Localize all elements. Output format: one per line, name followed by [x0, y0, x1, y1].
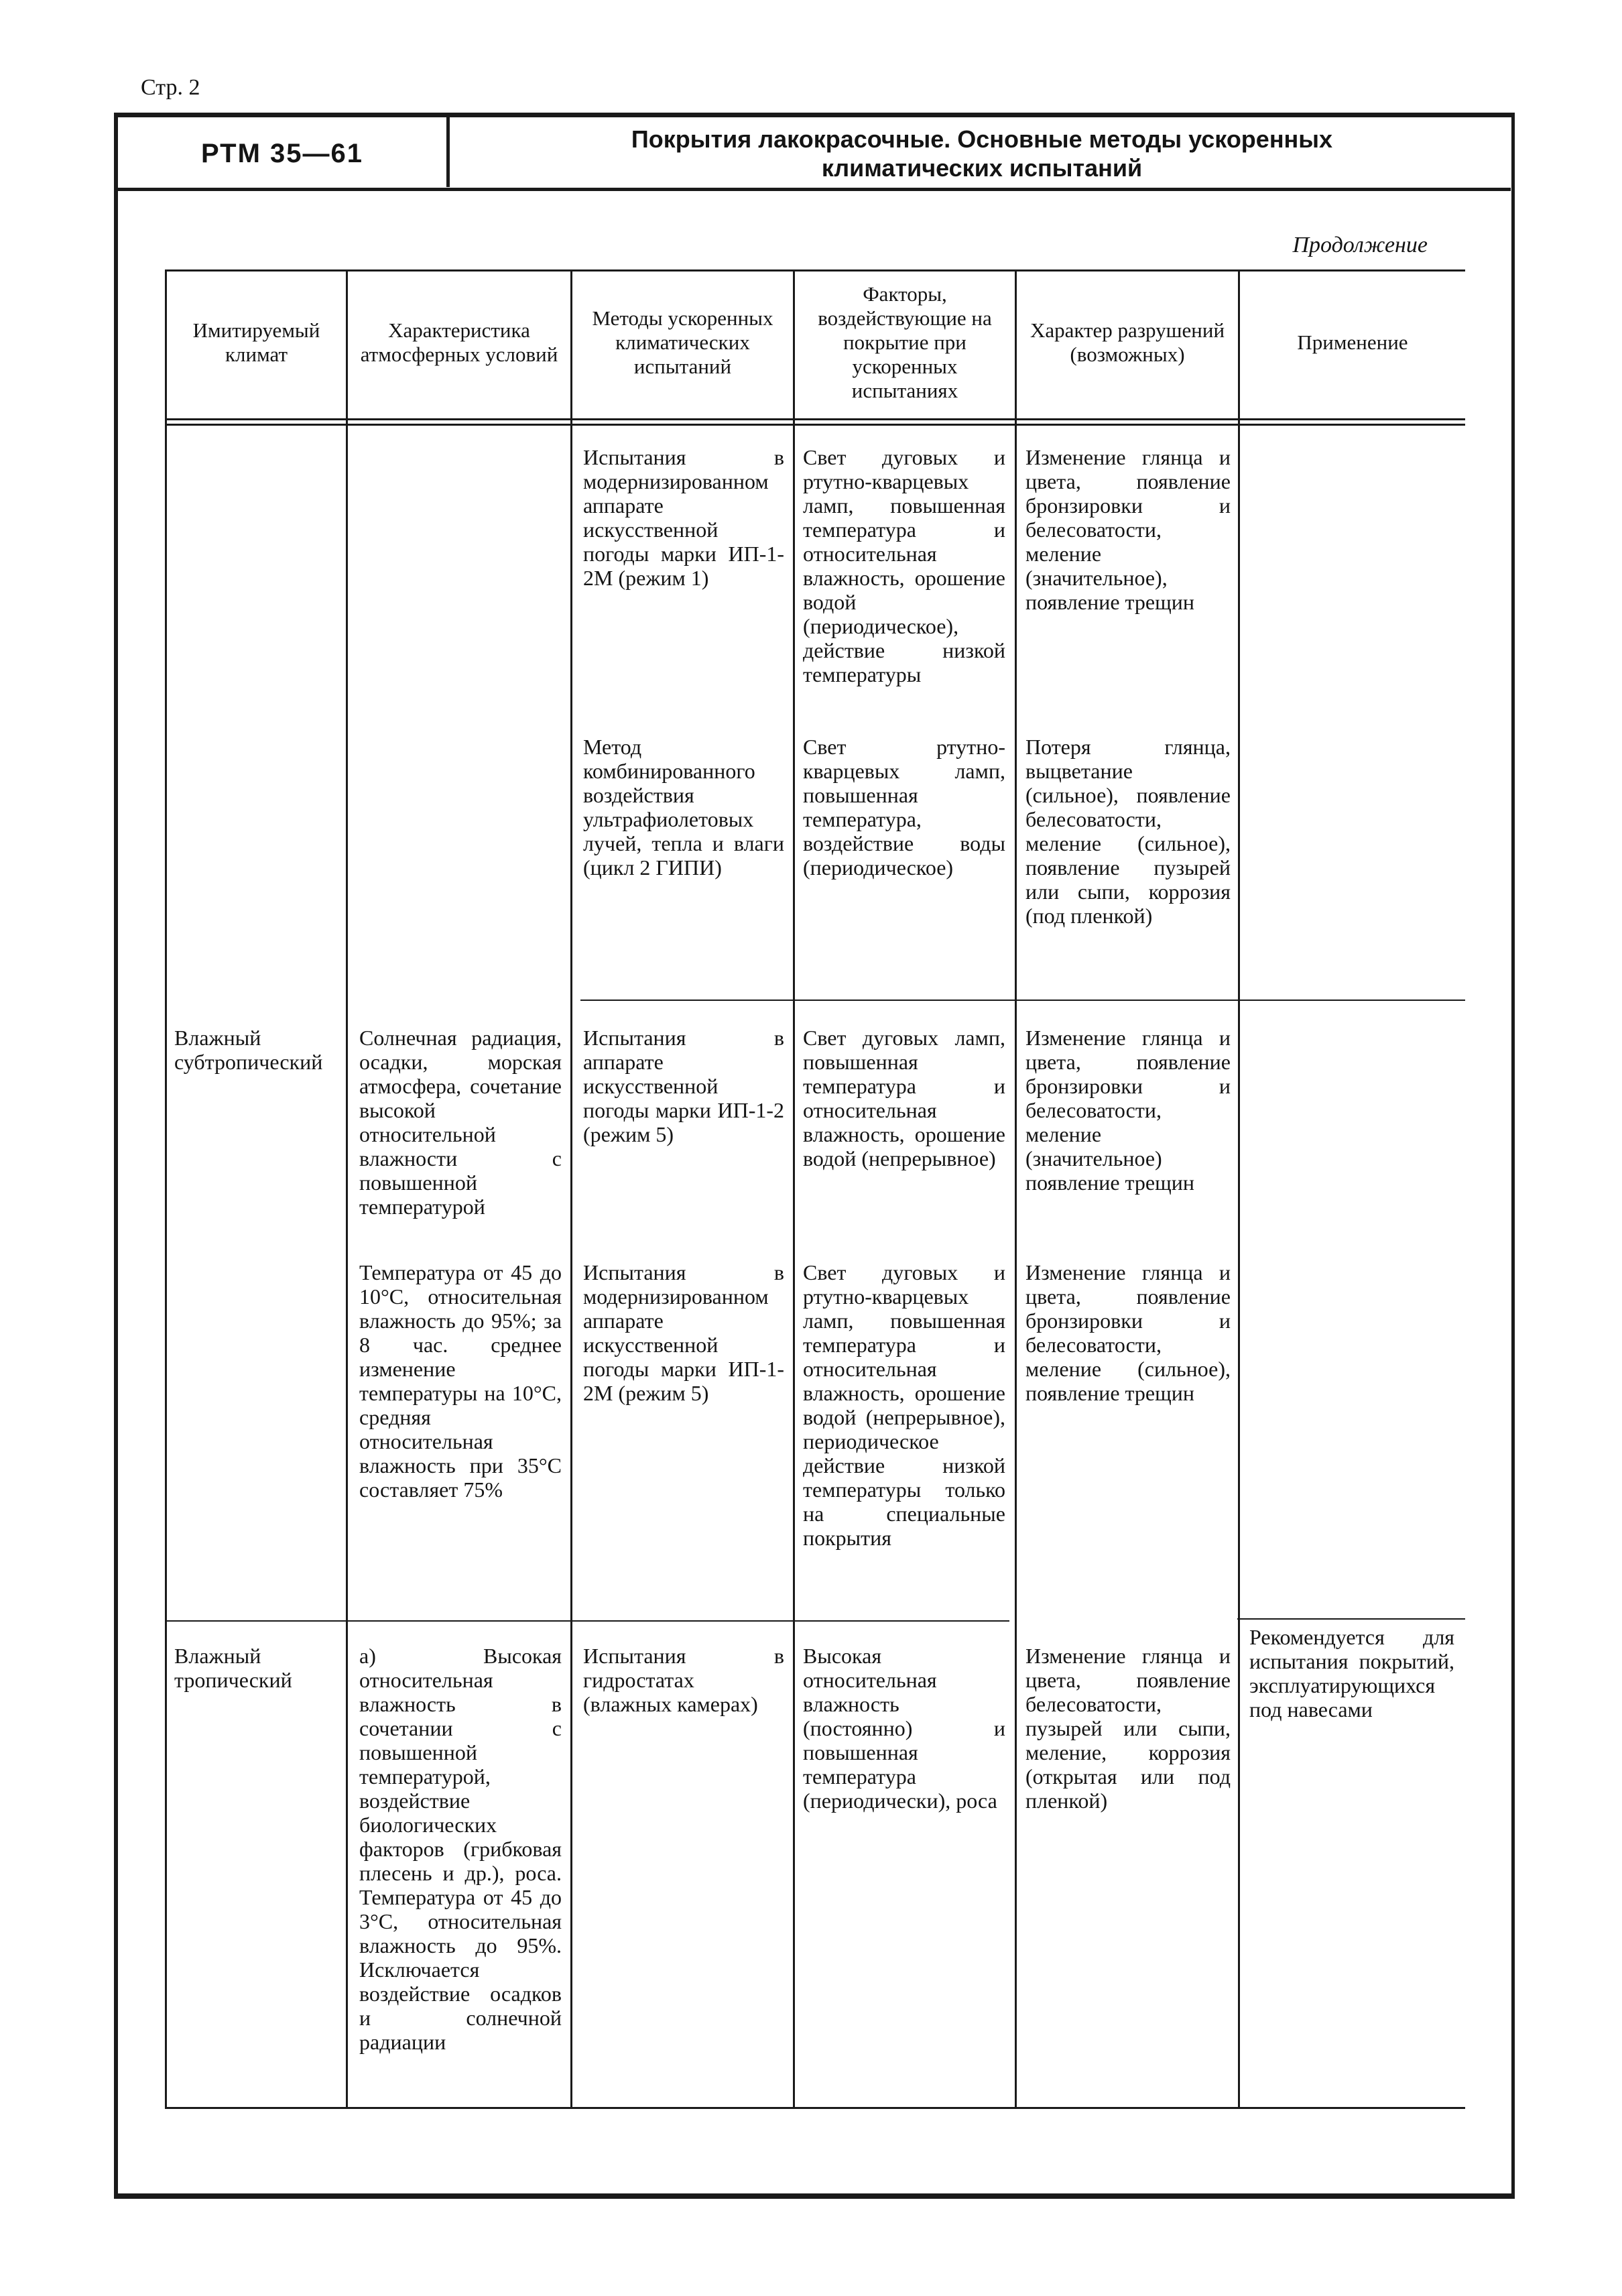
column-rule: [1015, 269, 1017, 2109]
table-cell-method: Испытания в модернизированном аппарате искусственной погоды марки ИП-1-2М (режим 1): [583, 445, 784, 590]
table-cell-method: Испытания в модернизированном аппарате искусственной погоды марки ИП-1-2М (режим 5): [583, 1260, 784, 1405]
table-cell-climate: Влажный субтропический: [174, 1026, 323, 1074]
table-cell-damage: Изменение глянца и цвета, появление белесоватости, пузырей или сыпи, меление, коррозия (открытая или под пленкой): [1025, 1644, 1231, 1813]
column-header-climate: Имитируемый климат: [192, 318, 320, 366]
header-bottom-rule: [165, 418, 1465, 420]
page-number: Стр. 2: [141, 75, 200, 100]
table-cell-application: Рекомендуется для испытания покрытий, эксплуатирующихся под навесами: [1249, 1625, 1454, 1721]
table-cell-factors: Свет дуговых ламп, повышенная температура и относительная влажность, орошение водой (непрерывное): [803, 1026, 1005, 1170]
table-cell-climate: Влажный тропический: [174, 1644, 292, 1692]
table-cell-method: Испытания в гидростатах (влажных камерах): [583, 1644, 784, 1716]
table-cell-damage: Потеря глянца, выцветание (сильное), появление белесоватости, меление (сильное), появление пузырей или сыпи, коррозия (под пленкой): [1025, 735, 1231, 928]
table-cell-factors: Свет дуговых и ртутно-кварцевых ламп, повышенная температура и относительная влажность, орошение водой (непрерывное), периодическое действие низкой температуры только на специальные покрытия: [803, 1260, 1005, 1550]
column-rule: [570, 269, 572, 2109]
table-cell-conditions: а) Высокая относительная влажность в сочетании с повышенной температурой, воздействие биологических факторов (грибковая плесень и др.), роса. Температура от 45 до 3°С, относительная влажность до 95%. Исключается воздействие осадков и солнечной радиации: [359, 1644, 562, 2054]
row-separator: [580, 1000, 1465, 1001]
table-cell-factors: Высокая относительная влажность (постоянно) и повышенная температура (периодически), роса: [803, 1644, 1005, 1813]
table-cell-damage: Изменение глянца и цвета, появление бронзировки и белесоватости, меление (значительное) появление трещин: [1025, 1026, 1231, 1195]
document-header: [118, 117, 1511, 190]
row-separator: [165, 1620, 1009, 1622]
column-header-factors: Факторы, воздействующие на покрытие при ускоренных испытаниях: [818, 282, 992, 402]
table-cell-method: Испытания в аппарате искусственной погоды марки ИП-1-2 (режим 5): [583, 1026, 784, 1146]
table-cell-factors: Свет дуговых и ртутно-кварцевых ламп, повышенная температура и относительная влажность, орошение водой (периодическое), действие низкой температуры: [803, 445, 1005, 686]
document-title-line-2: климатических испытаний: [821, 154, 1143, 182]
column-header-method: Методы ускоренных климатических испытаний: [592, 306, 773, 378]
table-bottom-rule: [165, 2107, 1465, 2109]
column-header-application: Применение: [1297, 330, 1408, 354]
column-header-damage: Характер разрушений (возможных): [1030, 318, 1225, 366]
row-separator: [1237, 1618, 1465, 1620]
table-cell-conditions: Температура от 45 до 10°С, относительная влажность до 95%; за 8 час. среднее изменение температуры на 10°С, средняя относительная влажность при 35°С составляет 75%: [359, 1260, 562, 1502]
document-title-line-1: Покрытия лакокрасочные. Основные методы ускоренных: [631, 125, 1333, 153]
header-rule: [118, 188, 1511, 191]
table-cell-method: Метод комбинированного воздействия ультрафиолетовых лучей, тепла и влаги (цикл 2 ГИПИ): [583, 735, 784, 880]
header-bottom-rule-double: [165, 424, 1465, 426]
document-title: [453, 117, 1511, 190]
header-separator: [446, 117, 450, 187]
column-rule: [346, 269, 348, 2109]
document-code: РТМ 35—61: [200, 138, 363, 168]
column-rule: [793, 269, 795, 2109]
column-header-conditions: Характеристика атмосферных условий: [360, 318, 558, 366]
column-rule: [165, 269, 167, 2109]
table-cell-damage: Изменение глянца и цвета, появление бронзировки и белесоватости, меление (значительное), появление трещин: [1025, 445, 1231, 614]
climate-tests-table: [165, 269, 1465, 2108]
table-cell-factors: Свет ртутно-кварцевых ламп, повышенная температура, воздействие воды (периодическое): [803, 735, 1005, 880]
column-rule: [1238, 269, 1240, 2109]
table-cell-conditions: Солнечная радиация, осадки, морская атмосфера, сочетание высокой относительной влажности с повышенной температурой: [359, 1026, 562, 1219]
table-cell-damage: Изменение глянца и цвета, появление бронзировки и белесоватости, меление (сильное), появление трещин: [1025, 1260, 1231, 1405]
continuation-label: Продолжение: [1292, 233, 1428, 257]
